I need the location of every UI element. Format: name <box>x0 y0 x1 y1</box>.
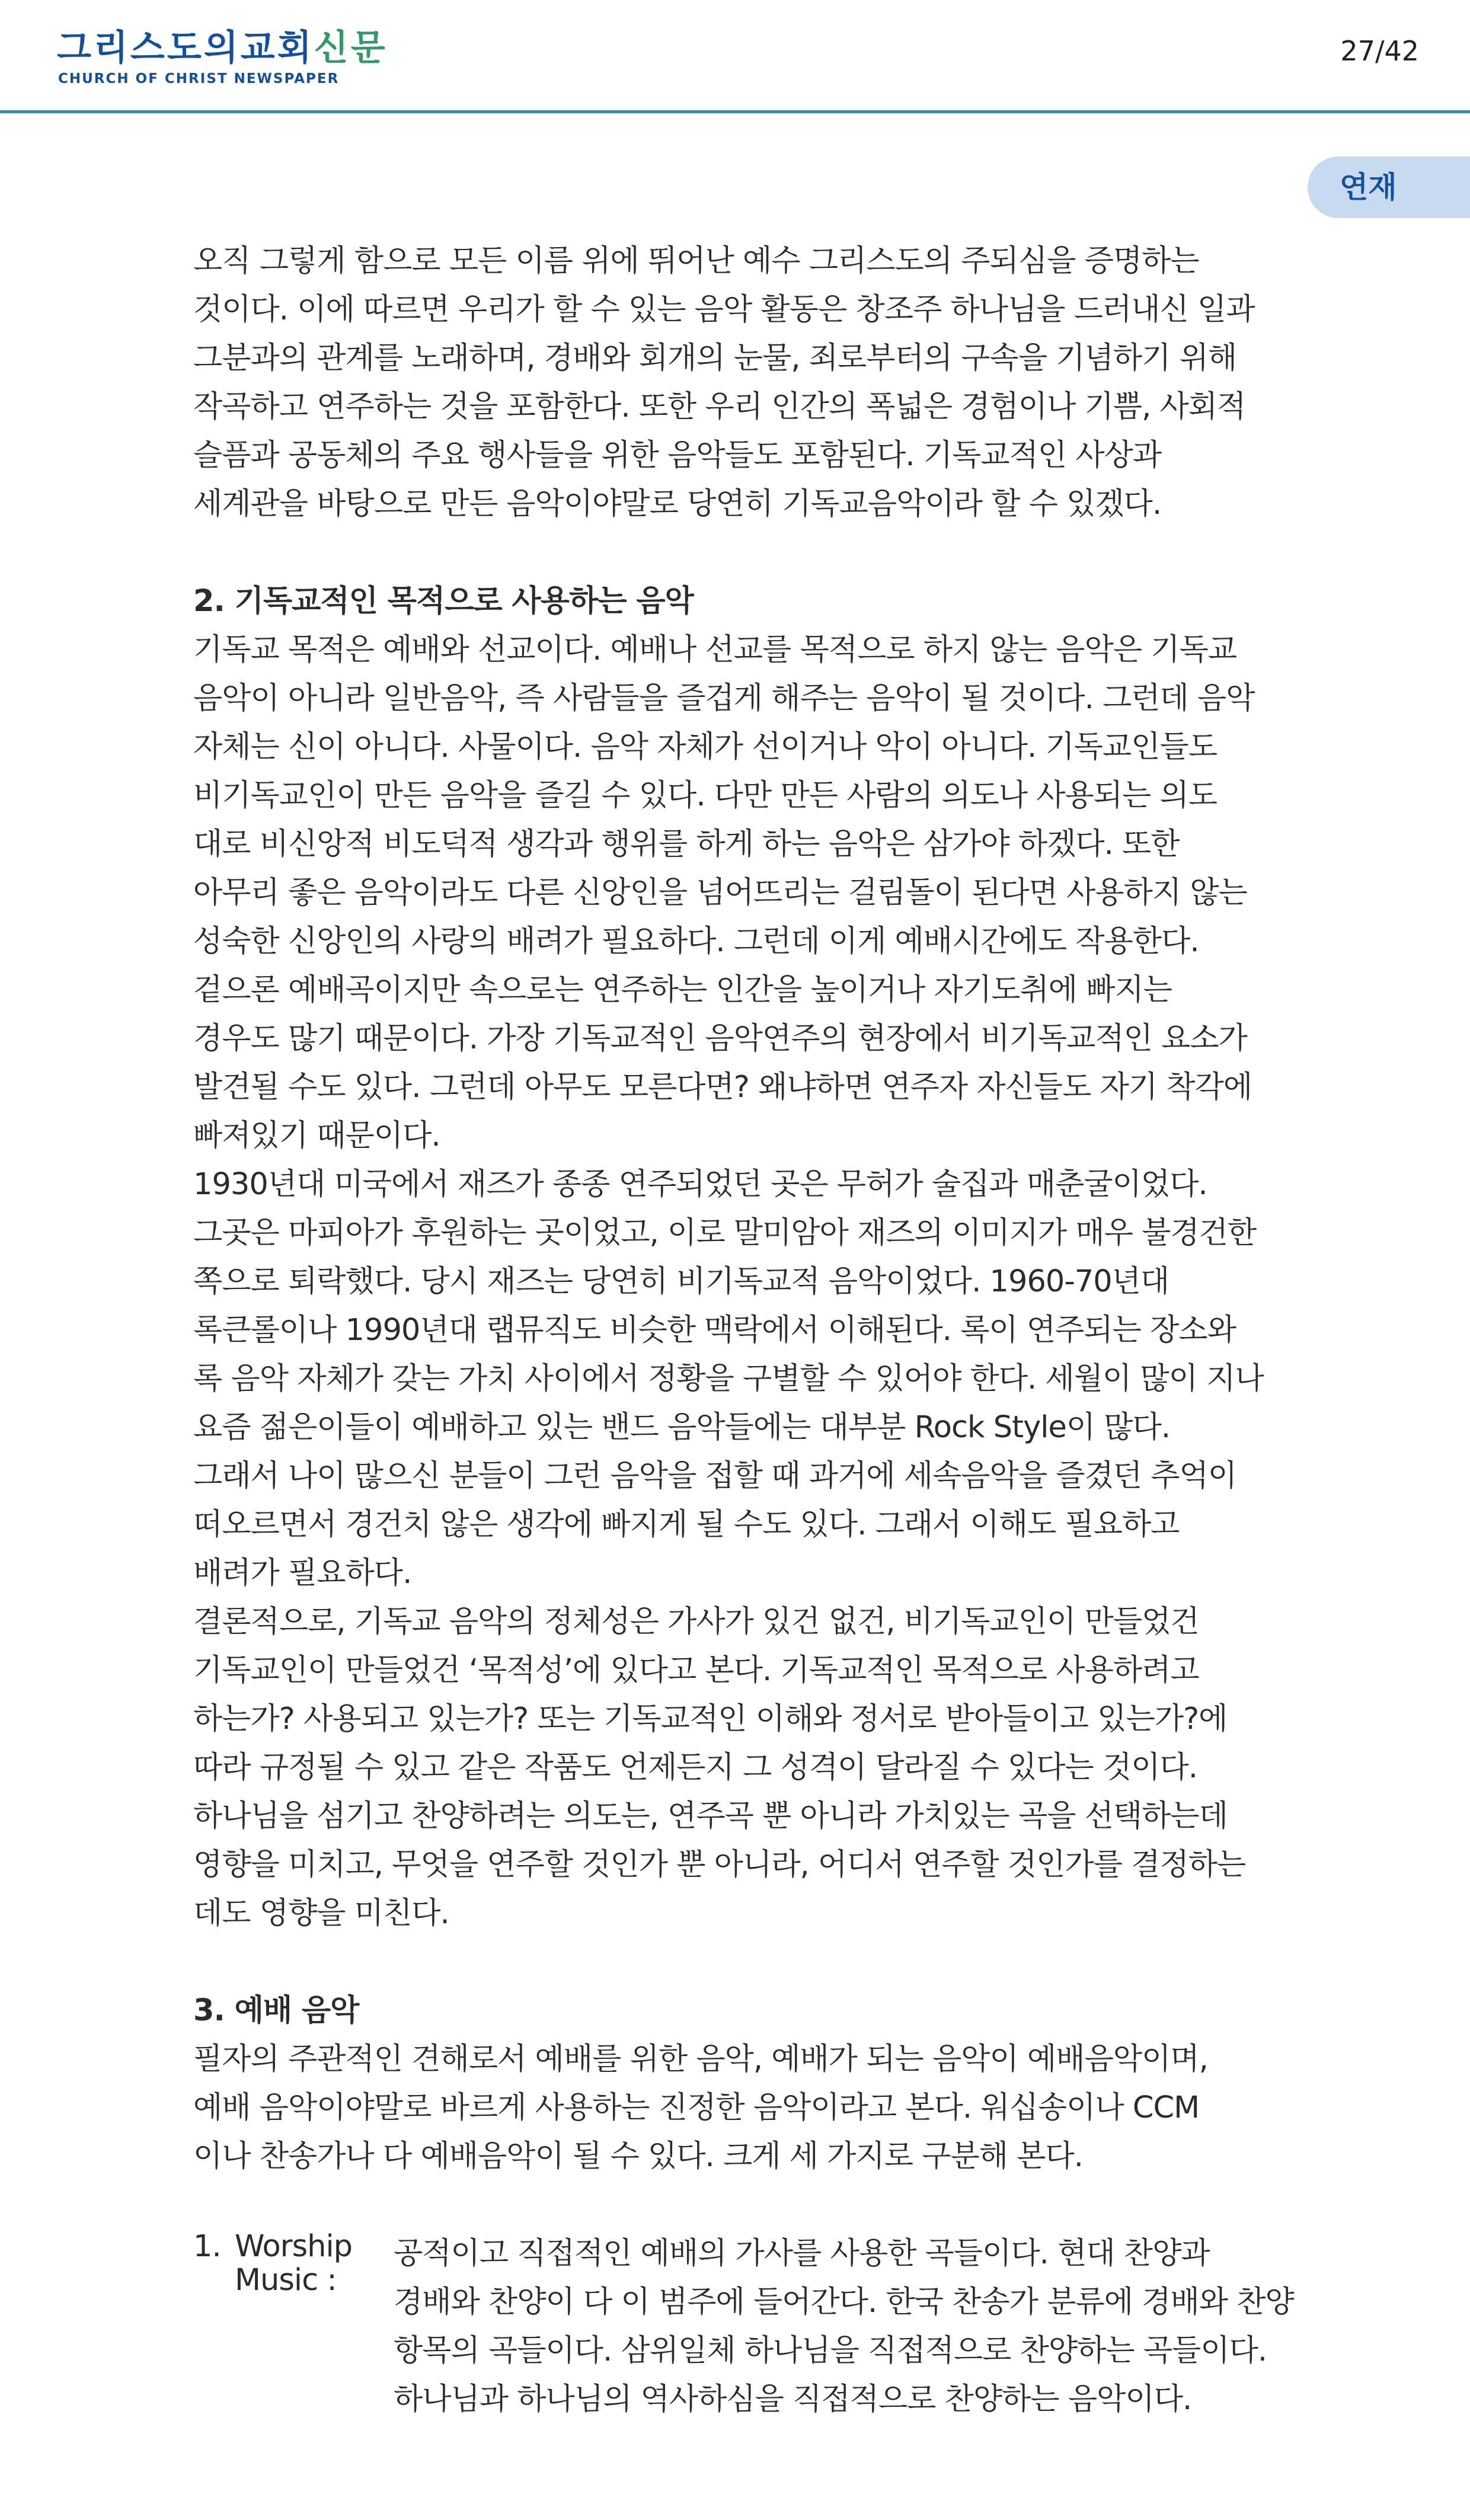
text-line: 슬픔과 공동체의 주요 행사들을 위한 음악들도 포함된다. 기독교적인 사상과 <box>193 438 1162 473</box>
text-line: 비기독교인이 만든 음악을 즐길 수 있다. 다만 만든 사람의 의도나 사용되는 의도 <box>193 778 1217 813</box>
text-line: 영향을 미치고, 무엇을 연주할 것인가 뿐 아니라, 어디서 연주할 것인가를 결정하는 <box>193 1847 1246 1882</box>
intro-paragraph <box>193 237 1349 529</box>
text-line: 따라 규정될 수 있고 같은 작품도 언제든지 그 성격이 달라질 수 있다는 것이다. <box>193 1750 1197 1785</box>
text-line: 작곡하고 연주하는 것을 포함한다. 또한 우리 인간의 폭넓은 경험이나 기쁨, 사회적 <box>193 389 1246 424</box>
list-item-label <box>193 2230 389 2297</box>
text-line: 오직 그렇게 함으로 모든 이름 위에 뛰어난 예수 그리스도의 주되심을 증명하는 <box>193 244 1199 279</box>
section-tag: 연재 <box>1308 156 1470 218</box>
text-line: 데도 영향을 미친다. <box>193 1896 449 1931</box>
text-line: 공적이고 직접적인 예배의 가사를 사용한 곡들이다. 현대 찬양과 <box>394 2236 1210 2271</box>
text-line: 것이다. 이에 따르면 우리가 할 수 있는 음악 활동은 창조주 하나님을 드러내신 일과 <box>193 292 1255 327</box>
logo-subtitle: CHURCH OF CHRIST NEWSPAPER <box>58 71 340 87</box>
section-heading: 2. 기독교적인 목적으로 사용하는 음악 <box>193 584 694 619</box>
text-line: 예배 음악이야말로 바르게 사용하는 진정한 음악이라고 본다. 워십송이나 CCM <box>193 2090 1200 2125</box>
page-header <box>0 0 1470 113</box>
text-line: 발견될 수도 있다. 그런데 아무도 모른다면? 왜냐하면 연주자 자신들도 자기 착각에 <box>193 1070 1252 1105</box>
text-line: 하나님과 하나님의 역사하심을 직접적으로 찬양하는 음악이다. <box>394 2382 1192 2417</box>
text-line: 결론적으로, 기독교 음악의 정체성은 가사가 있건 없건, 비기독교인이 만들었건 <box>193 1604 1199 1639</box>
text-line: 그래서 나이 많으신 분들이 그런 음악을 접할 때 과거에 세속음악을 즐겼던 추억이 <box>193 1459 1237 1494</box>
logo-text-main: 그리스도의교회 <box>57 27 314 69</box>
text-line: 항목의 곡들이다. 삼위일체 하나님을 직접적으로 찬양하는 곡들이다. <box>394 2333 1267 2368</box>
body-paragraph <box>193 2035 1349 2181</box>
text-line: 대로 비신앙적 비도덕적 생각과 행위를 하게 하는 음악은 삼가야 하겠다. 또한 <box>193 827 1180 862</box>
body-paragraph <box>193 626 1349 1160</box>
section-heading: 3. 예배 음악 <box>193 1993 359 2028</box>
page-number: 27/42 <box>1340 35 1419 67</box>
text-line: 기독교인이 만들었건 ‘목적성’에 있다고 본다. 기독교적인 목적으로 사용하려고 <box>193 1653 1199 1688</box>
text-line: 겉으론 예배곡이지만 속으로는 연주하는 인간을 높이거나 자기도취에 빠지는 <box>193 973 1172 1008</box>
newspaper-logo <box>57 27 388 69</box>
text-line: 경배와 찬양이 다 이 범주에 들어간다. 한국 찬송가 분류에 경배와 찬양 <box>394 2285 1294 2320</box>
spacer <box>193 1938 1349 1987</box>
text-line: 하는가? 사용되고 있는가? 또는 기독교적인 이해와 정서로 받아들이고 있는가?에 <box>193 1702 1228 1737</box>
list-item-title: Worship <box>235 2229 353 2264</box>
list-item-number: 1. <box>193 2229 221 2264</box>
text-line: 자체는 신이 아니다. 사물이다. 음악 자체가 선이거나 악이 아니다. 기독교인들도 <box>193 730 1217 765</box>
text-line: 성숙한 신앙인의 사랑의 배려가 필요하다. 그런데 이게 예배시간에도 작용한다. <box>193 924 1199 959</box>
text-line: 그분과의 관계를 노래하며, 경배와 회개의 눈물, 죄로부터의 구속을 기념하기 위해 <box>193 341 1237 376</box>
header-divider <box>0 110 1470 113</box>
text-line: 기독교 목적은 예배와 선교이다. 예배나 선교를 목적으로 하지 않는 음악은 기독교 <box>193 632 1237 667</box>
text-line: 이나 찬송가나 다 예배음악이 될 수 있다. 크게 세 가지로 구분해 본다. <box>193 2139 1083 2174</box>
text-line: 하나님을 섬기고 찬양하려는 의도는, 연주곡 뿐 아니라 가치있는 곡을 선택하는데 <box>193 1799 1228 1834</box>
body-paragraph <box>193 1598 1349 1938</box>
logo-text-accent: 신문 <box>314 27 388 69</box>
list-item-title-continued: Music : <box>235 2263 337 2298</box>
text-line: 필자의 주관적인 견해로서 예배를 위한 음악, 예배가 되는 음악이 예배음악이며, <box>193 2042 1208 2077</box>
text-line: 요즘 젊은이들이 예배하고 있는 밴드 음악들에는 대부분 Rock Style이 많다. <box>193 1410 1171 1445</box>
text-line: 록 음악 자체가 갖는 가치 사이에서 정황을 구별할 수 있어야 한다. 세월이 많이 지나 <box>193 1361 1264 1396</box>
text-line: 떠오르면서 경건치 않은 생각에 빠지게 될 수도 있다. 그래서 이해도 필요하고 <box>193 1507 1180 1542</box>
text-line: 아무리 좋은 음악이라도 다른 신앙인을 넘어뜨리는 걸림돌이 된다면 사용하지 않는 <box>193 875 1247 910</box>
text-line: 쪽으로 퇴락했다. 당시 재즈는 당연히 비기독교적 음악이었다. 1960-70년대 <box>193 1264 1169 1299</box>
text-line: 록큰롤이나 1990년대 랩뮤직도 비슷한 맥락에서 이해된다. 록이 연주되는 장소와 <box>193 1313 1236 1348</box>
text-line: 그곳은 마피아가 후원하는 곳이었고, 이로 말미암아 재즈의 이미지가 매우 불경건한 <box>193 1216 1257 1251</box>
text-line: 음악이 아니라 일반음악, 즉 사람들을 즐겁게 해주는 음악이 될 것이다. 그런데 음악 <box>193 681 1255 716</box>
article-body <box>193 237 1349 2424</box>
text-line: 경우도 많기 때문이다. 가장 기독교적인 음악연주의 현장에서 비기독교적인 요소가 <box>193 1021 1247 1056</box>
text-line: 1930년대 미국에서 재즈가 종종 연주되었던 곳은 무허가 술집과 매춘굴이었다. <box>193 1167 1207 1202</box>
text-line: 빠져있기 때문이다. <box>193 1118 440 1153</box>
list-item-body <box>394 2230 1349 2424</box>
list-item <box>193 2230 1349 2424</box>
spacer <box>193 529 1349 577</box>
text-line: 배려가 필요하다. <box>193 1556 412 1591</box>
body-paragraph <box>193 1160 1349 1598</box>
text-line: 세계관을 바탕으로 만든 음악이야말로 당연히 기독교음악이라 할 수 있겠다. <box>193 487 1162 522</box>
